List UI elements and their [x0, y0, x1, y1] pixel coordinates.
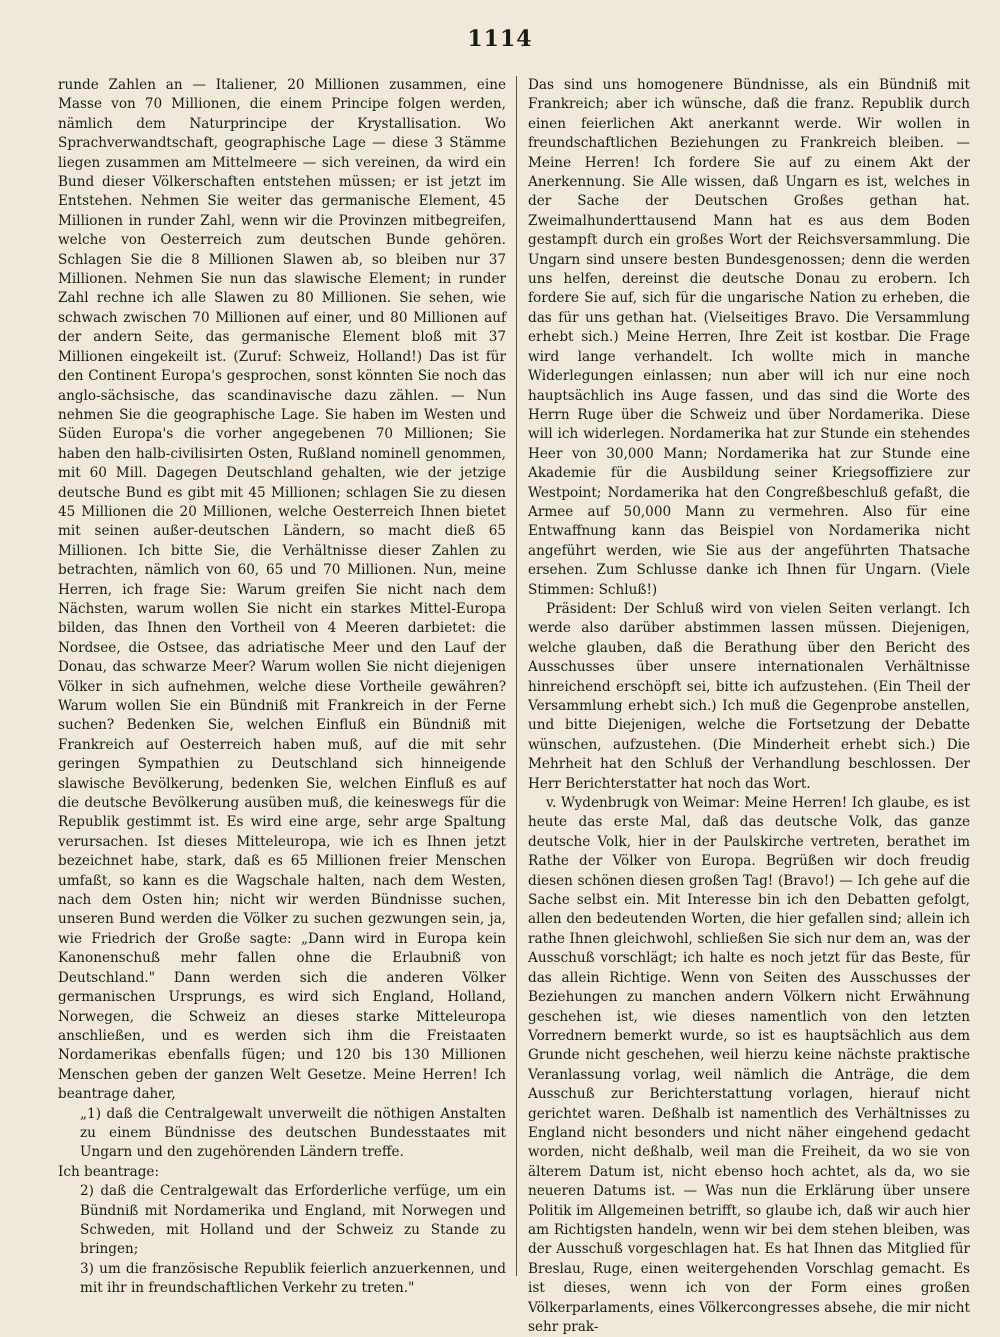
- speech-continuation: Das sind uns homogenere Bündnisse, als ein Bündniß mit Frankreich; aber ich wünsche, daß die franz. Republik durch einen feierlichen Akt anerkannt werde. Wir wollen in freundschaftlichen Beziehungen zu Frankreich bleiben. — Meine Herren! Ich fordere Sie auf zu einem Akt der Anerkennung. Sie Alle wissen, daß Ungarn es ist, welches in der Sache der Deutschen Großes gethan hat. Zweimalhunderttausend Mann hat es aus dem Boden gestampft durch ein großes Wort der Reichsversammlung. Die Ungarn sind unsere besten Bundesgenossen; denn die werden uns helfen, dereinst die deutsche Donau zu erobern. Ich fordere Sie auf, sich für die ungarische Nation zu erheben, die das für uns gethan hat. (Vielseitiges Bravo. Die Versammlung erhebt sich.) Meine Herren, Ihre Zeit ist kostbar. Die Frage wird lange verhandelt. Ich wollte mich in manche Widerlegungen einlassen; nun aber will ich nur eine noch hauptsächlich ins Auge fassen, und das sind die Worte des Herrn Ruge über die Schweiz und über Nordamerika. Diese will ich widerlegen. Nordamerika hat zur Stunde ein stehendes Heer von 30,000 Mann; Nordamerika hat zur Stunde eine Akademie für die Ausbildung seiner Kriegsoffiziere zur Westpoint; Nordamerika hat den Congreßbeschluß gefaßt, die Armee auf 50,000 Mann zu vermehren. Also für eine Entwaffnung kann das Beispiel von Nordamerika nicht angeführt werden, wie Sie aus der angeführten Thatsache ersehen. Zum Schlusse danke ich Ihnen für Ungarn. (Viele Stimmen: Schluß!): [528, 77, 970, 598]
- president-statement: Präsident: Der Schluß wird von vielen Seiten verlangt. Ich werde also darüber abstimmen lassen müssen. Diejenigen, welche glauben, daß die Berathung über den Bericht des Ausschusses über unsere internationalen Verhältnisse hinreichend erschöpft sei, bitte ich aufzustehen. (Ein Theil der Versammlung erhebt sich.) Ich muß die Gegenprobe anstellen, und bitte Diejenigen, welche die Fortsetzung der Debatte wünschen, aufzustehen. (Die Minderheit erhebt sich.) Die Mehrheit hat den Schluß der Verhandlung beschlossen. Der Herr Berichterstatter hat noch das Wort.: [528, 600, 970, 792]
- motion-intro: Ich beantrage:: [58, 1163, 160, 1180]
- speech-paragraph: runde Zahlen an — Italiener, 20 Millionen zusammen, eine Masse von 70 Millionen, die einem Principe folgen werden, nämlich dem Naturprincipe der Krystallisation. Wo Sprachverwandtschaft, geographische Lage — diese 3 Stämme liegen zusammen am Mittelmeere — sich vereinen, da wird ein Bund dieser Völkerschaften entstehen müssen; er ist jetzt im Entstehen. Nehmen Sie weiter das germanische Element, 45 Millionen in runder Zahl, wenn wir die Provinzen mitbegreifen, welche von Oesterreich zum deutschen Bunde gehören. Schlagen Sie die 8 Millionen Slawen ab, so bleiben nur 37 Millionen. Nehmen Sie nun das slawische Element; in runder Zahl rechne ich alle Slawen zu 80 Millionen. Sie sehen, wie schwach zwischen 70 Millionen auf einer, und 80 Millionen auf der andern Seite, das germanische Element bloß mit 37 Millionen eingekeilt ist. (Zuruf: Schweiz, Holland!) Das ist für den Continent Europa's gesprochen, sonst könnten Sie noch das anglo-sächsische, das scandinavische dazu zählen. — Nun nehmen Sie die geographische Lage. Sie haben im Westen und Süden Europa's die vorher angegebenen 70 Millionen; Sie haben den halb-civilisirten Osten, Rußland nominell genommen, mit 60 Mill. Dagegen Deutschland gehalten, wie der jetzige deutsche Bund es gibt mit 45 Millionen; schlagen Sie zu diesen 45 Millionen die 20 Millionen, welche Oesterreich Ihnen bietet mit seinen außer-deutschen Ländern, so macht dieß 65 Millionen. Ich bitte Sie, die Verhältnisse dieser Zahlen zu betrachten, nämlich von 60, 65 und 70 Millionen. Nun, meine Herren, ich frage Sie: Warum greifen Sie nicht nach dem Nächsten, warum wollen Sie nicht ein starkes Mittel-Europa bilden, das Ihnen den Vortheil von 4 Meeren darbietet: die Nordsee, die Ostsee, das adriatische Meer und den Lauf der Donau, das schwarze Meer? Warum wollen Sie nicht diejenigen Völker in sich aufnehmen, welche diese Vortheile gewähren? Warum wollen Sie ein Bündniß mit Frankreich in der Ferne suchen? Bedenken Sie, welchen Einfluß ein Bündniß mit Frankreich auf Oesterreich haben muß, auf die mit sehr geringen Sympathien zu Deutschland sich hinneigende slawische Bevölkerung, bedenken Sie, welchen Einfluß es auf die deutsche Bevölkerung ausüben muß, die keineswegs für die Republik gestimmt ist. Es wird eine arge, sehr arge Spaltung verursachen. Ist dieses Mitteleuropa, wie ich es Ihnen jetzt bezeichnet habe, stark, daß es 65 Millionen freier Menschen umfaßt, so kann es die Wagschale halten, nach dem Westen, nach dem Osten hin; nicht wir werden Bündnisse suchen, unseren Bund werden die Völker zu suchen gezwungen sein, ja, wie Friedrich der Große sagte: „Dann wird in Europa kein Kanonenschuß mehr fallen ohne die Erlaubniß von Deutschland." Dann werden sich die anderen Völker germanischen Ursprungs, es wird sich England, Holland, Norwegen, die Schweiz an dieses starke Mitteleuropa anschließen, und es werden sich ihm die Freistaaten Nordamerikas ebenfalls fügen; und 120 bis 130 Millionen Menschen geben der ganzen Welt Gesetze. Meine Herren! Ich beantrage daher,: [58, 77, 506, 1103]
- page-number: 1114: [467, 26, 533, 52]
- wydenbrugk-speech: v. Wydenbrugk von Weimar: Meine Herren! Ich glaube, es ist heute das erste Mal, daß das deutsche Volk, das ganze deutsche Volk, hier in der Paulskirche vertreten, berathet im Rathe der Völker von Europa. Begrüßen wir doch freudig diesen schönen diesen großen Tag! (Bravo!) — Ich gehe auf die Sache selbst ein. Mit Interesse bin ich den Debatten gefolgt, allen den bedeutenden Worten, die hier gefallen sind; allein ich rathe Ihnen gleichwohl, schließen Sie sich nur dem an, was der Ausschuß vorschlägt; ich halte es noch jetzt für das Beste, für das allein Richtige. Wenn von Seiten des Ausschusses der Beziehungen zu manchen andern Völkern nicht Erwähnung geschehen ist, wie dieses namentlich von den letzten Vorrednern bemerkt wurde, so ist es hauptsächlich aus dem Grunde nicht geschehen, weil hierzu keine nächste praktische Veranlassung vorlag, weil nämlich die Anträge, die dem Ausschuß zur Berichterstattung vorlagen, hierauf nicht gerichtet waren. Deßhalb ist namentlich des Verhältnisses zu England nicht besonders und nicht näher eingehend gedacht worden, nicht deßhalb, weil man die Freiheit, da wo sie von älterem Datum ist, nicht ebenso hoch achtet, als da, wo sie neueren Datums ist. — Was nun die Erklärung über unsere Politik im Allgemeinen betrifft, so glaube ich, daß wir auch hier am Richtigsten handeln, wenn wir bei dem stehen bleiben, was der Ausschuß vorgeschlagen hat. Es hat Ihnen das Mitglied für Breslau, Ruge, einen weitergehenden Vorschlag gemacht. Es ist dieses, wenn ich von der Form eines großen Völkerparlaments, eines Völkercongresses absehe, die mir nicht sehr prak-: [528, 795, 970, 1335]
- left-column: [58, 76, 506, 1297]
- column-divider: [516, 76, 517, 1276]
- right-column: [528, 76, 970, 1335]
- motion-2: 2) daß die Centralgewalt das Erforderliche verfüge, um ein Bündniß mit Nordamerika und England, mit Norwegen und Schweden, mit Holland und der Schweiz zu Stande zu bringen;: [80, 1183, 506, 1258]
- motion-3: 3) um die französische Republik feierlich anzuerkennen, und mit ihr in freundschaftlichen Verkehr zu treten.": [80, 1260, 506, 1297]
- motion-1: „1) daß die Centralgewalt unverweilt die nöthigen Anstalten zu einem Bündnisse des deutschen Bundesstaates mit Ungarn und den zugehörenden Ländern treffe.: [80, 1105, 506, 1161]
